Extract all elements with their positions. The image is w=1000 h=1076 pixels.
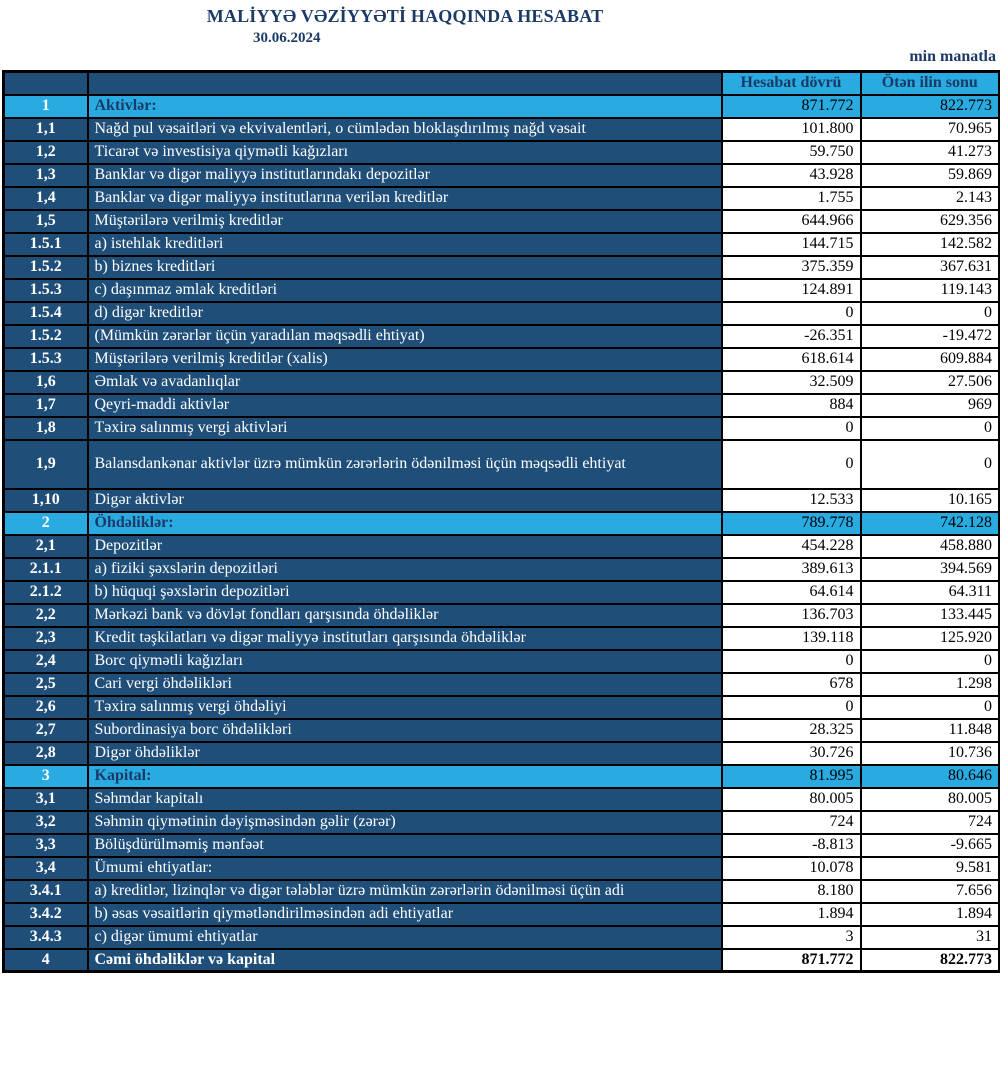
value-current: 0	[722, 696, 861, 719]
table-row	[4, 857, 1000, 880]
row-label: Əmlak və avadanlıqlar	[88, 371, 722, 394]
table-row	[4, 118, 1000, 141]
value-current: 0	[722, 302, 861, 325]
table-row	[4, 279, 1000, 302]
table-row	[4, 512, 1000, 535]
row-number: 2,6	[4, 696, 88, 719]
value-current: 0	[722, 440, 861, 489]
row-number: 1.5.2	[4, 325, 88, 348]
row-label: b) əsas vəsaitlərin qiymətləndirilməsindən adi ehtiyatlar	[88, 903, 722, 926]
value-previous: 822.773	[861, 949, 1000, 972]
row-label: Təxirə salınmış vergi aktivləri	[88, 417, 722, 440]
row-label: Kredit təşkilatları və digər maliyyə institutları qarşısında öhdəliklər	[88, 627, 722, 650]
value-previous: 0	[861, 440, 1000, 489]
row-number: 1,8	[4, 417, 88, 440]
table-row	[4, 535, 1000, 558]
table-row	[4, 256, 1000, 279]
row-number: 1,7	[4, 394, 88, 417]
value-previous: 125.920	[861, 627, 1000, 650]
value-current: 454.228	[722, 535, 861, 558]
header-label-cell	[88, 72, 722, 95]
value-current: 80.005	[722, 788, 861, 811]
value-previous: 64.311	[861, 581, 1000, 604]
value-current: -8.813	[722, 834, 861, 857]
value-current: 0	[722, 650, 861, 673]
value-current: 81.995	[722, 765, 861, 788]
row-label: Digər aktivlər	[88, 489, 722, 512]
table-row	[4, 164, 1000, 187]
row-number: 1,6	[4, 371, 88, 394]
table-row	[4, 417, 1000, 440]
row-number: 2	[4, 512, 88, 535]
value-previous: 1.298	[861, 673, 1000, 696]
value-previous: 80.005	[861, 788, 1000, 811]
table-row	[4, 742, 1000, 765]
value-current: 59.750	[722, 141, 861, 164]
table-row	[4, 325, 1000, 348]
table-row	[4, 811, 1000, 834]
column-header-current: Hesabat dövrü	[722, 72, 861, 95]
table-row	[4, 926, 1000, 949]
value-previous: 458.880	[861, 535, 1000, 558]
value-current: 144.715	[722, 233, 861, 256]
row-number: 1.5.3	[4, 348, 88, 371]
report-title: MALİYYƏ VƏZİYYƏTİ HAQQINDA HESABAT	[206, 6, 604, 26]
row-label: Depozitlər	[88, 535, 722, 558]
row-number: 3,1	[4, 788, 88, 811]
value-previous: 7.656	[861, 880, 1000, 903]
value-current: 139.118	[722, 627, 861, 650]
row-number: 2,7	[4, 719, 88, 742]
value-current: 871.772	[722, 949, 861, 972]
value-previous: 119.143	[861, 279, 1000, 302]
value-previous: 0	[861, 650, 1000, 673]
value-previous: -19.472	[861, 325, 1000, 348]
value-previous: 0	[861, 696, 1000, 719]
row-number: 3,2	[4, 811, 88, 834]
row-label: Müştərilərə verilmiş kreditlər (xalis)	[88, 348, 722, 371]
row-label: Nağd pul vəsaitləri və ekvivalentləri, o cümlədən bloklaşdırılmış nağd vəsait	[88, 118, 722, 141]
row-label: Banklar və digər maliyyə institutlarına verilən kreditlər	[88, 187, 722, 210]
table-row	[4, 233, 1000, 256]
row-number: 3	[4, 765, 88, 788]
table-row	[4, 765, 1000, 788]
table-row	[4, 187, 1000, 210]
row-number: 1.5.1	[4, 233, 88, 256]
value-previous: 80.646	[861, 765, 1000, 788]
value-current: 678	[722, 673, 861, 696]
report-date: 30.06.2024	[253, 30, 321, 46]
value-current: 0	[722, 417, 861, 440]
row-label: Səhmin qiymətinin dəyişməsindən gəlir (zərər)	[88, 811, 722, 834]
row-label: Mərkəzi bank və dövlət fondları qarşısında öhdəliklər	[88, 604, 722, 627]
row-label: Subordinasiya borc öhdəlikləri	[88, 719, 722, 742]
value-current: 375.359	[722, 256, 861, 279]
table-row	[4, 673, 1000, 696]
row-number: 2.1.1	[4, 558, 88, 581]
row-label: Qeyri-maddi aktivlər	[88, 394, 722, 417]
row-number: 1,4	[4, 187, 88, 210]
value-previous: 629.356	[861, 210, 1000, 233]
value-previous: 9.581	[861, 857, 1000, 880]
row-label: Aktivlər:	[88, 95, 722, 118]
table-row	[4, 834, 1000, 857]
value-current: -26.351	[722, 325, 861, 348]
value-previous: 11.848	[861, 719, 1000, 742]
row-label: d) digər kreditlər	[88, 302, 722, 325]
value-previous: 1.894	[861, 903, 1000, 926]
value-previous: 70.965	[861, 118, 1000, 141]
value-previous: 0	[861, 417, 1000, 440]
table-row	[4, 302, 1000, 325]
row-label: Digər öhdəliklər	[88, 742, 722, 765]
table-row	[4, 348, 1000, 371]
row-number: 2,5	[4, 673, 88, 696]
row-label: a) fiziki şəxslərin depozitləri	[88, 558, 722, 581]
table-row	[4, 604, 1000, 627]
value-previous: 27.506	[861, 371, 1000, 394]
row-number: 2,2	[4, 604, 88, 627]
unit-note: min manatla	[909, 48, 996, 65]
row-number: 1,9	[4, 440, 88, 489]
row-label: b) biznes kreditləri	[88, 256, 722, 279]
table-row	[4, 949, 1000, 972]
row-label: Kapital:	[88, 765, 722, 788]
value-previous: 10.165	[861, 489, 1000, 512]
row-label: Müştərilərə verilmiş kreditlər	[88, 210, 722, 233]
header-num-cell	[4, 72, 88, 95]
row-number: 1.5.3	[4, 279, 88, 302]
table-row	[4, 440, 1000, 489]
row-label: Öhdəliklər:	[88, 512, 722, 535]
table-row	[4, 696, 1000, 719]
value-current: 10.078	[722, 857, 861, 880]
value-current: 101.800	[722, 118, 861, 141]
row-label: Cari vergi öhdəlikləri	[88, 673, 722, 696]
row-label: Cəmi öhdəliklər və kapital	[88, 949, 722, 972]
table-row	[4, 210, 1000, 233]
row-number: 3,3	[4, 834, 88, 857]
row-number: 2.1.2	[4, 581, 88, 604]
value-previous: 59.869	[861, 164, 1000, 187]
row-number: 3.4.1	[4, 880, 88, 903]
row-label: b) hüquqi şəxslərin depozitləri	[88, 581, 722, 604]
value-current: 28.325	[722, 719, 861, 742]
row-label: Balansdankənar aktivlər üzrə mümkün zərərlərin ödənilməsi üçün məqsədli ehtiyat	[88, 440, 722, 489]
table-body	[4, 95, 1000, 972]
row-number: 1,3	[4, 164, 88, 187]
table-row	[4, 903, 1000, 926]
value-current: 1.755	[722, 187, 861, 210]
value-previous: 724	[861, 811, 1000, 834]
value-previous: 2.143	[861, 187, 1000, 210]
row-number: 2,8	[4, 742, 88, 765]
row-number: 1.5.4	[4, 302, 88, 325]
value-current: 884	[722, 394, 861, 417]
value-current: 1.894	[722, 903, 861, 926]
table-row	[4, 627, 1000, 650]
value-current: 724	[722, 811, 861, 834]
value-current: 3	[722, 926, 861, 949]
table-row	[4, 719, 1000, 742]
value-current: 618.614	[722, 348, 861, 371]
value-previous: 0	[861, 302, 1000, 325]
table-row	[4, 880, 1000, 903]
row-label: Borc qiymətli kağızları	[88, 650, 722, 673]
value-current: 43.928	[722, 164, 861, 187]
page-header	[0, 0, 1000, 70]
value-previous: 10.736	[861, 742, 1000, 765]
value-previous: 394.569	[861, 558, 1000, 581]
table-header-row	[4, 72, 1000, 95]
row-number: 2,1	[4, 535, 88, 558]
column-header-previous: Ötən ilin sonu	[861, 72, 1000, 95]
value-previous: 41.273	[861, 141, 1000, 164]
row-label: Ümumi ehtiyatlar:	[88, 857, 722, 880]
row-number: 3.4.2	[4, 903, 88, 926]
value-current: 30.726	[722, 742, 861, 765]
value-current: 389.613	[722, 558, 861, 581]
value-previous: -9.665	[861, 834, 1000, 857]
row-label: c) daşınmaz əmlak kreditləri	[88, 279, 722, 302]
row-number: 1	[4, 95, 88, 118]
row-label: a) kreditlər, lizinqlər və digər tələblər üzrə mümkün zərərlərin ödənilməsi üçün adi	[88, 880, 722, 903]
row-label: a) istehlak kreditləri	[88, 233, 722, 256]
table-row	[4, 489, 1000, 512]
table-row	[4, 95, 1000, 118]
row-number: 1,2	[4, 141, 88, 164]
table-row	[4, 394, 1000, 417]
row-number: 2,3	[4, 627, 88, 650]
row-number: 1.5.2	[4, 256, 88, 279]
value-previous: 133.445	[861, 604, 1000, 627]
row-number: 1,1	[4, 118, 88, 141]
value-previous: 822.773	[861, 95, 1000, 118]
table-row	[4, 558, 1000, 581]
row-number: 3.4.3	[4, 926, 88, 949]
row-label: Bölüşdürülməmiş mənfəət	[88, 834, 722, 857]
row-label: Banklar və digər maliyyə institutlarındakı depozitlər	[88, 164, 722, 187]
value-current: 8.180	[722, 880, 861, 903]
table-row	[4, 788, 1000, 811]
row-number: 1,5	[4, 210, 88, 233]
value-current: 32.509	[722, 371, 861, 394]
value-previous: 609.884	[861, 348, 1000, 371]
value-previous: 367.631	[861, 256, 1000, 279]
financial-position-table	[2, 70, 1000, 973]
value-current: 124.891	[722, 279, 861, 302]
row-label: Təxirə salınmış vergi öhdəliyi	[88, 696, 722, 719]
value-current: 64.614	[722, 581, 861, 604]
row-label: c) digər ümumi ehtiyatlar	[88, 926, 722, 949]
row-number: 3,4	[4, 857, 88, 880]
row-label: Ticarət və investisiya qiymətli kağızları	[88, 141, 722, 164]
value-previous: 742.128	[861, 512, 1000, 535]
row-label: (Mümkün zərərlər üçün yaradılan məqsədli ehtiyat)	[88, 325, 722, 348]
row-number: 4	[4, 949, 88, 972]
table-row	[4, 581, 1000, 604]
value-current: 136.703	[722, 604, 861, 627]
value-current: 12.533	[722, 489, 861, 512]
row-number: 1,10	[4, 489, 88, 512]
value-current: 871.772	[722, 95, 861, 118]
table-row	[4, 141, 1000, 164]
value-previous: 31	[861, 926, 1000, 949]
value-previous: 969	[861, 394, 1000, 417]
value-current: 644.966	[722, 210, 861, 233]
value-current: 789.778	[722, 512, 861, 535]
row-label: Səhmdar kapitalı	[88, 788, 722, 811]
table-row	[4, 650, 1000, 673]
table-row	[4, 371, 1000, 394]
value-previous: 142.582	[861, 233, 1000, 256]
row-number: 2,4	[4, 650, 88, 673]
